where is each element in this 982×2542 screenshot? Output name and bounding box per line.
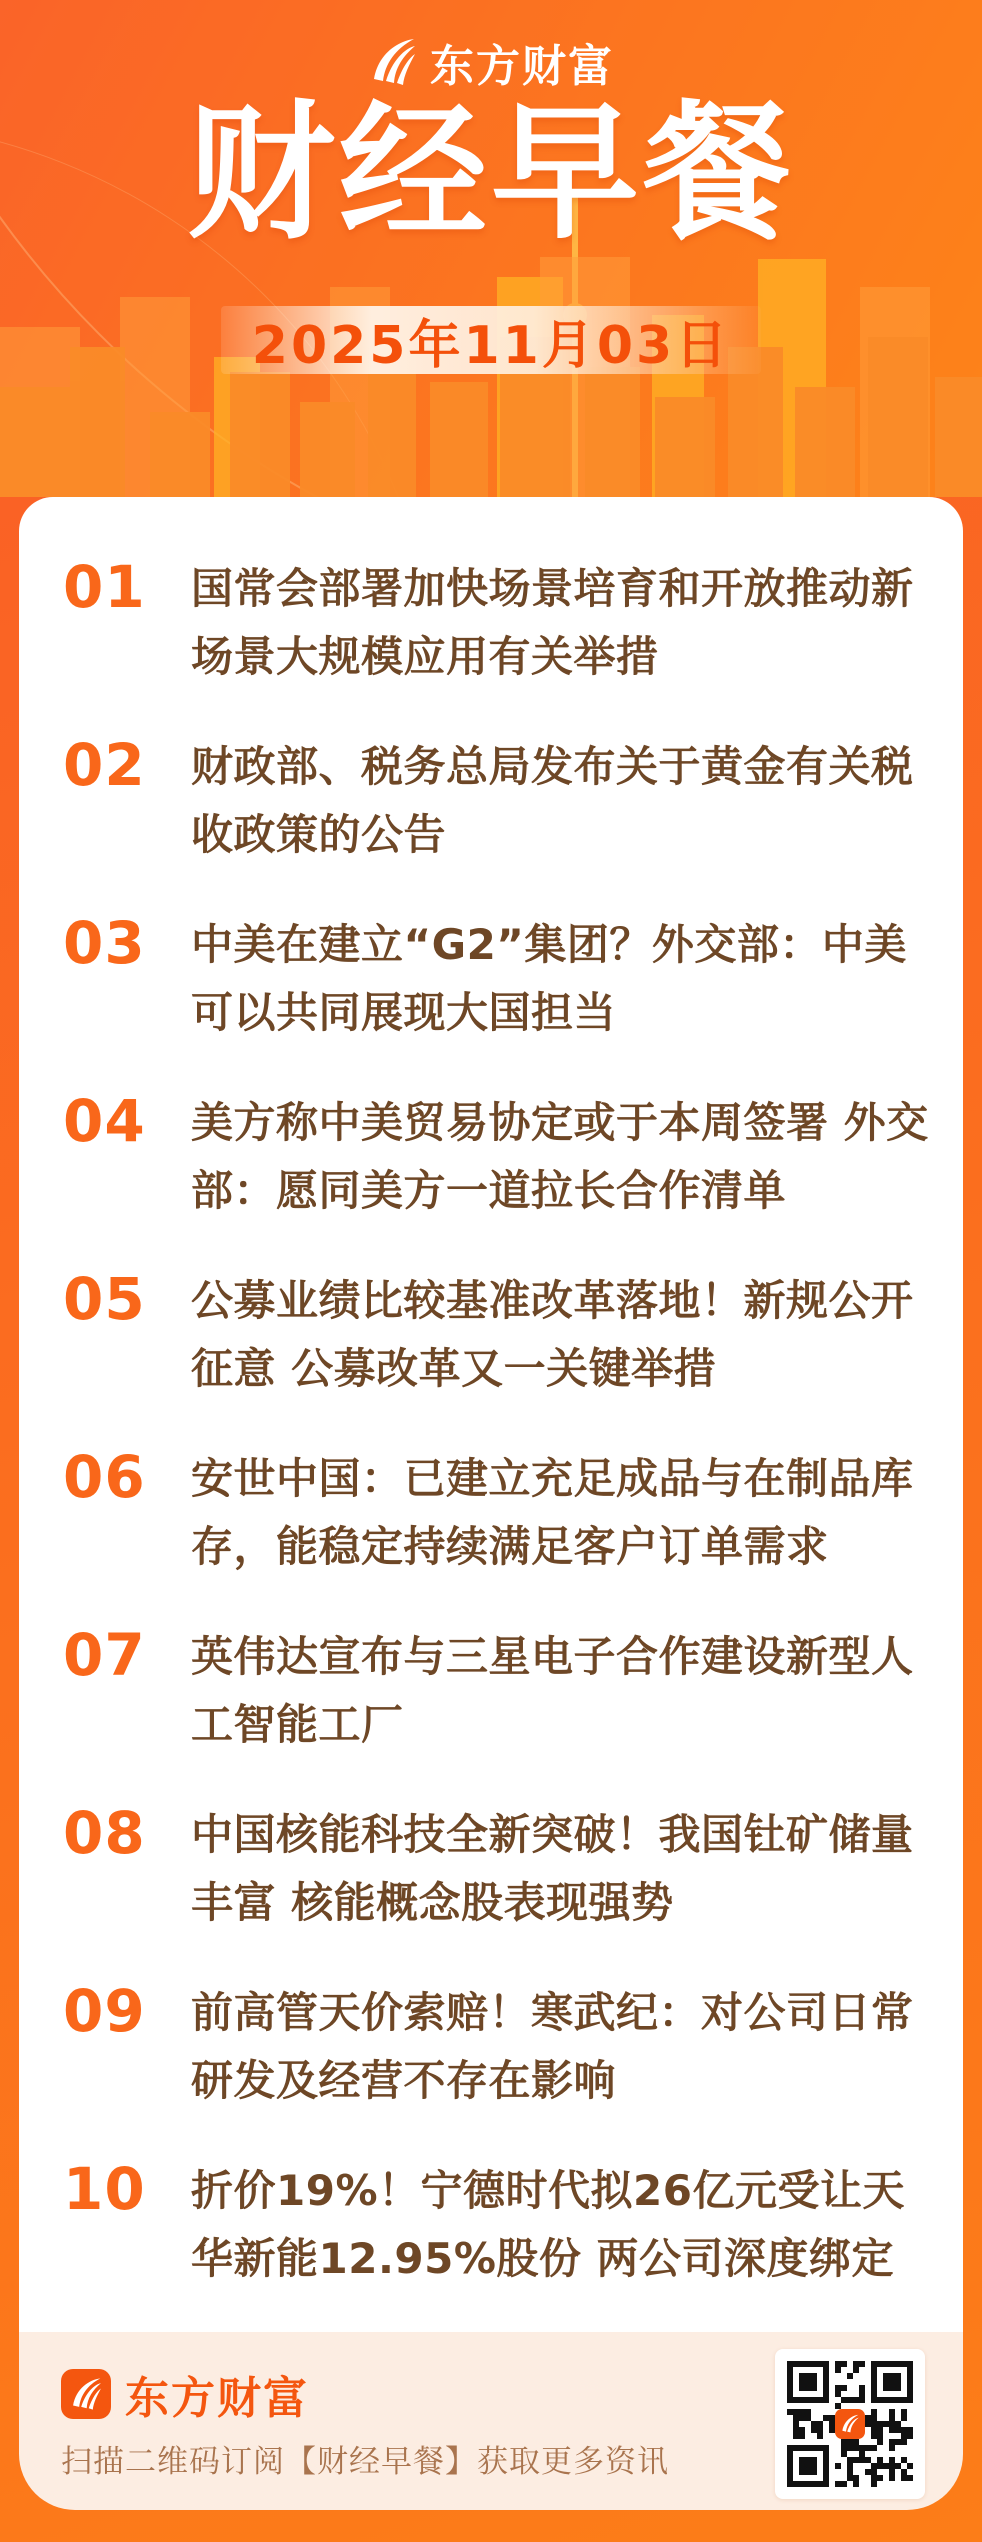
item-number: 02: [63, 731, 146, 799]
list-item: [63, 1445, 929, 1581]
item-text: 公募业绩比较基准改革落地！新规公开征意 公募改革又一关键举措: [191, 1276, 914, 1393]
footer-logo-row: [61, 2362, 309, 2426]
brand-text: 东方财富: [430, 41, 614, 92]
eastmoney-logo-icon: [69, 2377, 103, 2411]
news-list-card: [19, 497, 963, 2332]
qr-center-logo: [835, 2409, 865, 2439]
item-number: 06: [63, 1443, 146, 1511]
footer-panel: [19, 2332, 963, 2510]
item-text: 前高管天价索赔！寒武纪：对公司日常研发及经营不存在影响: [191, 1988, 914, 2105]
date-badge: [221, 306, 761, 374]
list-item: [63, 1089, 929, 1225]
item-text: 中国核能科技全新突破！我国钍矿储量丰富 核能概念股表现强势: [191, 1810, 914, 1927]
item-number: 07: [63, 1621, 146, 1689]
header-banner: [0, 0, 982, 497]
item-number: 04: [63, 1087, 146, 1155]
header-logo-row: [0, 30, 982, 94]
item-number: 03: [63, 909, 146, 977]
item-text: 折价19%！宁德时代拟26亿元受让天华新能12.95%股份 两公司深度绑定: [191, 2166, 905, 2283]
item-number: 01: [63, 553, 146, 621]
item-text: 安世中国：已建立充足成品与在制品库存，能稳定持续满足客户订单需求: [191, 1454, 914, 1571]
list-item: [63, 1979, 929, 2115]
page-title: 财经早餐: [187, 87, 795, 259]
item-text: 美方称中美贸易协定或于本周签署 外交部：愿同美方一道拉长合作清单: [191, 1098, 929, 1215]
item-number: 10: [63, 2155, 146, 2223]
list-item: [63, 1801, 929, 1937]
date-text: 2025年11月03日: [251, 315, 731, 376]
item-number: 09: [63, 1977, 146, 2045]
item-text: 英伟达宣布与三星电子合作建设新型人工智能工厂: [191, 1632, 914, 1749]
list-item: [63, 733, 929, 869]
qr-code: [787, 2361, 913, 2487]
list-item: [63, 2157, 929, 2293]
eastmoney-logo-icon: [840, 2414, 860, 2434]
item-number: 08: [63, 1799, 146, 1867]
qr-card: [775, 2349, 925, 2499]
item-text: 国常会部署加快场景培育和开放推动新场景大规模应用有关举措: [191, 564, 914, 681]
footer-caption: 扫描二维码订阅【财经早餐】获取更多资讯: [61, 2444, 669, 2480]
list-item: [63, 1267, 929, 1403]
item-text: 中美在建立“G2”集团？外交部：中美可以共同展现大国担当: [191, 920, 907, 1037]
list-item: [63, 555, 929, 691]
list-item: [63, 1623, 929, 1759]
eastmoney-app-icon: [61, 2369, 111, 2419]
item-number: 05: [63, 1265, 146, 1333]
item-text: 财政部、税务总局发布关于黄金有关税收政策的公告: [191, 742, 914, 859]
eastmoney-logo-icon: [368, 37, 418, 87]
list-item: [63, 911, 929, 1047]
footer-brand-text: 东方财富: [125, 2373, 309, 2424]
